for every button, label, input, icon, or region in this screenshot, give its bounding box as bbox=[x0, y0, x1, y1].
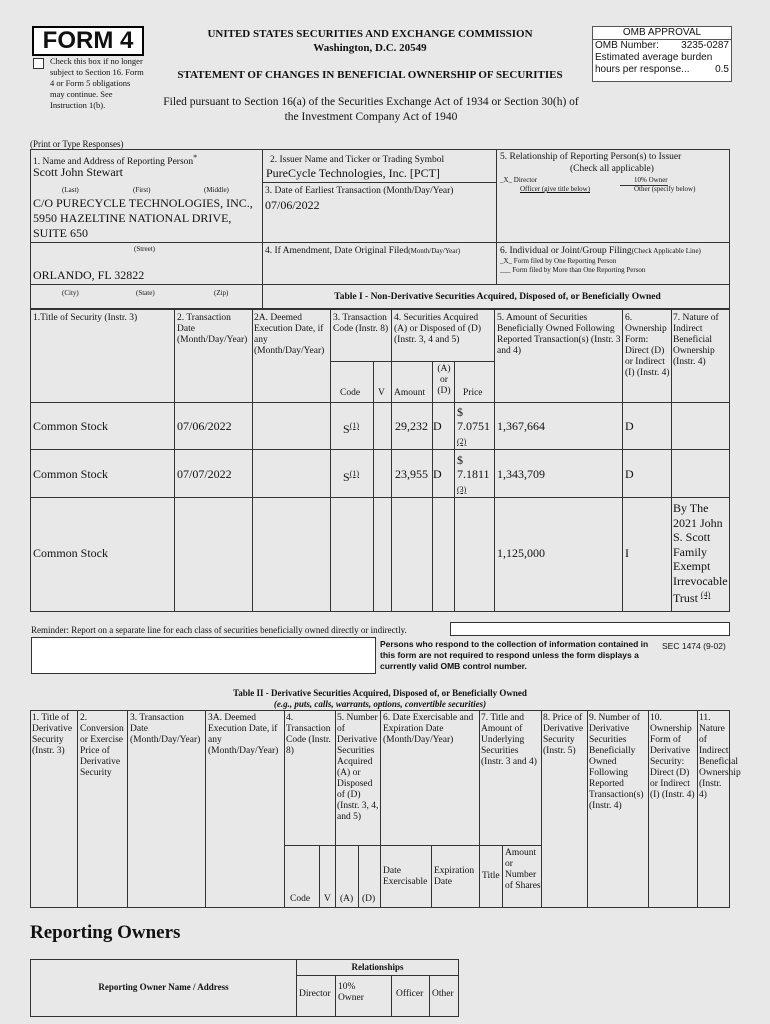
t1-subheader-price: Price bbox=[463, 388, 483, 398]
omb-approval-box bbox=[592, 26, 732, 82]
agency-location: Washington, D.C. 20549 bbox=[313, 42, 427, 54]
t1-subheader-amount: Amount bbox=[394, 388, 426, 398]
t1-row2-date: 07/07/2022 bbox=[177, 467, 232, 481]
t2-sub-exp: Expiration Date bbox=[434, 866, 475, 887]
reporting-owners-heading: Reporting Owners bbox=[30, 922, 181, 943]
relationship-sub: (Check all applicable) bbox=[570, 164, 654, 174]
t1-row2-price: $ 7.1811 (3) bbox=[457, 453, 490, 494]
issuer-name-ticker: PureCycle Technologies, Inc. [PCT] bbox=[266, 166, 440, 180]
no-longer-subject-checkbox[interactable] bbox=[33, 58, 44, 69]
owners-relationships-header: Relationships bbox=[351, 962, 404, 972]
owners-ten-pct: 10% Owner bbox=[338, 982, 364, 1003]
t1-row1-code: S$^{(1)}$ bbox=[343, 421, 360, 436]
t2-sub-a: (A) bbox=[340, 894, 354, 904]
t1-row3-nature-footnote[interactable]: (4) bbox=[700, 590, 711, 599]
reminder-field bbox=[450, 622, 730, 636]
issuer-label: 2. Issuer Name and Ticker or Trading Symbol bbox=[270, 155, 445, 165]
t1-header-nature: 7. Nature of Indirect Beneficial Ownership (Instr. 4) bbox=[673, 313, 719, 367]
table2-subtitle: (e.g., puts, calls, warrants, options, convertible securities) bbox=[273, 699, 487, 709]
filing-label: 6. Individual or Joint/Group Filing(Check Applicable Line) bbox=[500, 246, 701, 256]
table1-title: Table I - Non-Derivative Securities Acquired, Disposed of, or Beneficially Owned bbox=[334, 292, 661, 302]
reporting-person-name: Scott John Stewart bbox=[33, 165, 123, 179]
t2-header-date: 3. Transaction Date (Month/Day/Year) bbox=[130, 713, 201, 745]
omb-hours: 0.5 bbox=[715, 64, 729, 75]
t2-header-price: 8. Price of Derivative Security (Instr. 5) bbox=[543, 713, 584, 756]
amendment-label: 4. If Amendment, Date Original Filed(Month/Day/Year) bbox=[265, 246, 461, 256]
t2-sub-amount: Amount or Number of Shares bbox=[505, 848, 541, 891]
t1-row1-price: $ 7.0751 (2) bbox=[457, 405, 490, 446]
print-type-note: (Print or Type Responses) bbox=[30, 139, 124, 149]
middle-name-caption: (Middle) bbox=[204, 186, 229, 194]
filing-option-multi: ___ Form filed by More than One Reporting Person bbox=[500, 266, 646, 274]
earliest-transaction-date: 07/06/2022 bbox=[265, 198, 320, 212]
t2-header-title: 1. Title of Derivative Security (Instr. 3) bbox=[32, 713, 73, 756]
t1-header-acquired: 4. Securities Acquired (A) or Disposed of (D) (Instr. 3, 4 and 5) bbox=[394, 313, 482, 345]
t1-row3-title: Common Stock bbox=[33, 546, 109, 560]
other-option: Other (specify below) bbox=[634, 185, 696, 193]
t1-row1-owned: 1,367,664 bbox=[497, 419, 545, 433]
reporting-person-label-mark: * bbox=[193, 153, 198, 162]
t2-header-code: 4. Transaction Code (Instr. 8) bbox=[286, 713, 331, 756]
t1-row1-amount: 29,232 bbox=[395, 419, 428, 433]
filing-option-one: _X_ Form filed by One Reporting Person bbox=[500, 257, 617, 265]
t1-row3-form: I bbox=[625, 546, 629, 560]
t1-header-owned: 5. Amount of Securities Beneficially Owned Following Reported Transaction(s) (Instr. 3 and 4) bbox=[497, 313, 621, 356]
t2-sub-v: V bbox=[324, 894, 331, 904]
t2-header-deemed: 3A. Deemed Execution Date, if any (Month/Day/Year) bbox=[208, 713, 279, 756]
t1-row2-code: S$^{(1)}$ bbox=[343, 469, 360, 484]
table2-title: Table II - Derivative Securities Acquired, Disposed of, or Beneficially Owned bbox=[233, 688, 527, 698]
state-caption: (State) bbox=[136, 289, 155, 297]
officer-option: Officer (give title below) bbox=[520, 185, 591, 193]
city-caption: (City) bbox=[62, 289, 79, 297]
t2-sub-d: (D) bbox=[362, 894, 376, 904]
omb-burden-label: Estimated average burden bbox=[595, 52, 713, 63]
t2-header-form: 10. Ownership Form of Derivative Security: Direct (D) or Indirect (I) (Instr. 4) bbox=[650, 713, 695, 800]
t1-row1-title: Common Stock bbox=[33, 419, 109, 433]
statement-title: STATEMENT OF CHANGES IN BENEFICIAL OWNERSHIP OF SECURITIES bbox=[177, 69, 563, 81]
omb-title: OMB APPROVAL bbox=[593, 27, 731, 40]
t2-header-nature: 11. Nature of Indirect Beneficial Ownership (Instr. 4) bbox=[699, 713, 741, 800]
persons-notice: Persons who respond to the collection of information contained in this form are not required to respond unless the form displays a currently valid OMB control number. bbox=[380, 639, 649, 671]
agency-name: UNITED STATES SECURITIES AND EXCHANGE COMMISSION bbox=[207, 28, 533, 40]
t1-row2-title: Common Stock bbox=[33, 467, 109, 481]
omb-number: 3235-0287 bbox=[681, 40, 729, 51]
t1-row1-aord: D bbox=[433, 419, 442, 433]
filed-pursuant-line1: Filed pursuant to Section 16(a) of the Securities Exchange Act of 1934 or Section 30(h) of bbox=[163, 96, 579, 108]
t1-header-deemed: 2A. Deemed Execution Date, if any (Month/Day/Year) bbox=[254, 313, 325, 356]
t2-sub-code: Code bbox=[290, 894, 311, 904]
t2-header-owned: 9. Number of Derivative Securities Beneficially Owned Following Reported Transaction(s) (Instr. 4) bbox=[589, 713, 644, 811]
ten-pct-option: 10% Owner bbox=[620, 176, 668, 186]
form-title: FORM 4 bbox=[32, 26, 144, 56]
t1-header-form: 6. Ownership Form: Direct (D) or Indirect (I) (Instr. 4) bbox=[625, 313, 670, 378]
reporting-person-address: C/O PURECYCLE TECHNOLOGIES, INC., 5950 HAZELTINE NATIONAL DRIVE, SUITE 650 bbox=[33, 196, 253, 240]
sec-code: SEC 1474 (9-02) bbox=[662, 641, 726, 651]
t1-row3-nature: By The 2021 John S. Scott Family Exempt Irrevocable Trust $^{(4)}$ bbox=[673, 501, 728, 605]
t1-row2-aord: D bbox=[433, 467, 442, 481]
t2-header-number: 5. Number of Derivative Securities Acquired (A) or Disposed of (D) (Instr. 3, 4, and 5) bbox=[337, 713, 379, 822]
relationship-label: 5. Relationship of Reporting Person(s) to Issuer bbox=[500, 152, 682, 162]
t2-header-exercisable: 6. Date Exercisable and Expiration Date (Month/Day/Year) bbox=[383, 713, 474, 745]
filing-label-small: (Check Applicable Line) bbox=[631, 247, 701, 255]
t1-subheader-v: V bbox=[378, 388, 385, 398]
filed-pursuant-line2: the Investment Company Act of 1940 bbox=[284, 111, 458, 123]
t1-row1-code-footnote[interactable]: (1) bbox=[349, 421, 360, 430]
checkbox-text: Check this box if no longer subject to Section 16. Form 4 or Form 5 obligations may continue. See Instruction 1(b). bbox=[50, 56, 144, 110]
t1-row2-form: D bbox=[625, 467, 634, 481]
street-caption: (Street) bbox=[134, 245, 155, 253]
t1-row1-date: 07/06/2022 bbox=[177, 419, 232, 433]
reminder-text: Reminder: Report on a separate line for each class of securities beneficially owned directly or indirectly. bbox=[31, 625, 407, 635]
t1-row2-amount: 23,955 bbox=[395, 467, 428, 481]
t1-subheader-code: Code bbox=[340, 388, 361, 398]
city-state-zip: ORLANDO, FL 32822 bbox=[33, 268, 145, 282]
notice-blank-box bbox=[31, 637, 376, 674]
t1-subheader-aord: (A) or (D) bbox=[437, 364, 451, 396]
t1-header-title: 1.Title of Security (Instr. 3) bbox=[33, 313, 138, 323]
t1-row3-owned: 1,125,000 bbox=[497, 546, 545, 560]
t1-row2-code-footnote[interactable]: (1) bbox=[349, 469, 360, 478]
t1-header-date: 2. Transaction Date (Month/Day/Year) bbox=[177, 313, 248, 345]
earliest-transaction-label: 3. Date of Earliest Transaction (Month/Day/Year) bbox=[265, 186, 454, 196]
omb-number-label: OMB Number: bbox=[595, 40, 659, 51]
t2-sub-date-ex: Date Exercisable bbox=[383, 866, 428, 887]
first-name-caption: (First) bbox=[133, 186, 151, 194]
t2-sub-title: Title bbox=[482, 871, 500, 881]
director-option: _X_ Director bbox=[500, 176, 538, 184]
t1-row1-price-footnote[interactable]: (2) bbox=[457, 437, 467, 446]
t1-row2-owned: 1,343,709 bbox=[497, 467, 545, 481]
owners-name-header: Reporting Owner Name / Address bbox=[98, 982, 229, 992]
t2-header-conversion: 2. Conversion or Exercise Price of Derivative Security bbox=[80, 713, 124, 778]
owners-director: Director bbox=[299, 989, 331, 999]
t1-row2-price-footnote[interactable]: (3) bbox=[457, 485, 467, 494]
omb-hours-label: hours per response... bbox=[595, 64, 690, 75]
last-name-caption: (Last) bbox=[62, 186, 79, 194]
reporting-person-label: 1. Name and Address of Reporting Person* bbox=[33, 153, 198, 168]
amendment-label-small: (Month/Day/Year) bbox=[408, 247, 461, 255]
owners-other: Other bbox=[432, 989, 454, 999]
t2-header-underlying: 7. Title and Amount of Underlying Securities (Instr. 3 and 4) bbox=[481, 713, 537, 767]
t1-row1-form: D bbox=[625, 419, 634, 433]
t1-header-code: 3. Transaction Code (Instr. 8) bbox=[333, 313, 389, 334]
owners-officer: Officer bbox=[396, 989, 424, 999]
zip-caption: (Zip) bbox=[214, 289, 229, 297]
